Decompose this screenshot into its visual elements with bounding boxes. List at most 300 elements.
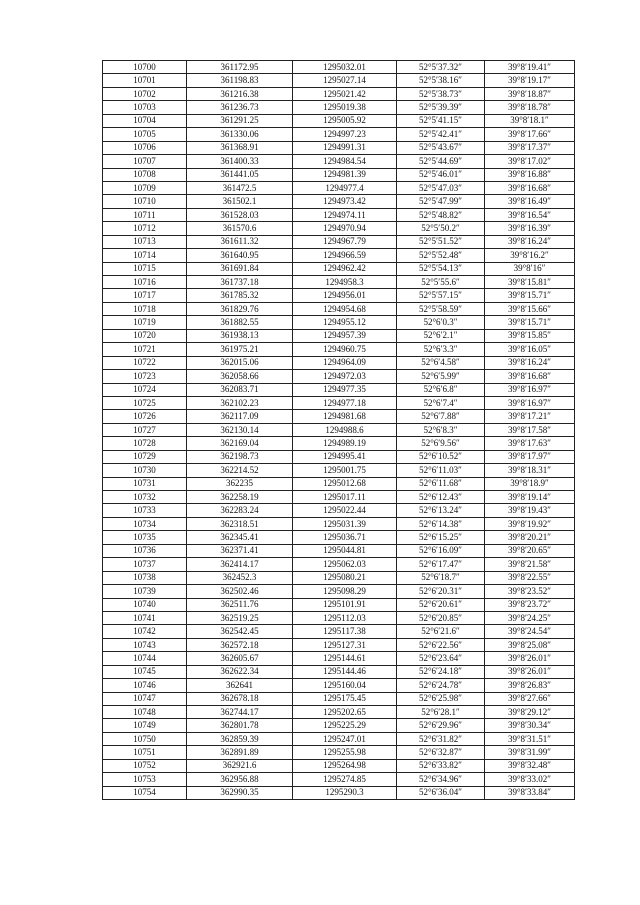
y-coordinate-cell: 1295117.38	[293, 625, 397, 638]
latitude-cell: 52°6′20.31″	[397, 585, 485, 598]
x-coordinate-cell: 362015.06	[187, 356, 293, 369]
table-row	[103, 504, 575, 517]
latitude-cell: 52°6′9.56″	[397, 437, 485, 450]
y-coordinate-cell: 1294962.42	[293, 262, 397, 275]
point-id-cell: 10742	[103, 625, 187, 638]
table-row	[103, 87, 575, 100]
latitude-cell: 52°6′3.3″	[397, 343, 485, 356]
longitude-cell: 39°8′21.58″	[485, 558, 575, 571]
table-row	[103, 74, 575, 87]
table-row	[103, 235, 575, 248]
latitude-cell: 52°5′39.39″	[397, 101, 485, 114]
y-coordinate-cell: 1295202.65	[293, 706, 397, 719]
longitude-cell: 39°8′33.02″	[485, 773, 575, 786]
point-id-cell: 10717	[103, 289, 187, 302]
table-row	[103, 611, 575, 624]
longitude-cell: 39°8′26.01″	[485, 665, 575, 678]
x-coordinate-cell: 362117.09	[187, 410, 293, 423]
y-coordinate-cell: 1295021.42	[293, 87, 397, 100]
y-coordinate-cell: 1294955.12	[293, 316, 397, 329]
table-row	[103, 370, 575, 383]
table-row	[103, 450, 575, 463]
latitude-cell: 52°6′6.8″	[397, 383, 485, 396]
table-row	[103, 155, 575, 168]
longitude-cell: 39°8′16.24″	[485, 356, 575, 369]
table-row	[103, 679, 575, 692]
point-id-cell: 10737	[103, 558, 187, 571]
x-coordinate-cell: 362891.89	[187, 746, 293, 759]
latitude-cell: 52°5′43.67″	[397, 141, 485, 154]
longitude-cell: 39°8′17.97″	[485, 450, 575, 463]
x-coordinate-cell: 361829.76	[187, 302, 293, 315]
table-row	[103, 759, 575, 772]
point-id-cell: 10723	[103, 370, 187, 383]
x-coordinate-cell: 362283.24	[187, 504, 293, 517]
longitude-cell: 39°8′22.55″	[485, 571, 575, 584]
y-coordinate-cell: 1295290.3	[293, 786, 397, 799]
latitude-cell: 52°5′46.01″	[397, 168, 485, 181]
x-coordinate-cell: 361528.03	[187, 208, 293, 221]
y-coordinate-cell: 1295017.11	[293, 491, 397, 504]
latitude-cell: 52°6′28.1″	[397, 706, 485, 719]
point-id-cell: 10736	[103, 544, 187, 557]
x-coordinate-cell: 362345.41	[187, 531, 293, 544]
table-row	[103, 437, 575, 450]
x-coordinate-cell: 361172.95	[187, 61, 293, 74]
longitude-cell: 39°8′19.92″	[485, 517, 575, 530]
point-id-cell: 10702	[103, 87, 187, 100]
table-row	[103, 558, 575, 571]
point-id-cell: 10740	[103, 598, 187, 611]
latitude-cell: 52°5′38.73″	[397, 87, 485, 100]
longitude-cell: 39°8′26.83″	[485, 679, 575, 692]
point-id-cell: 10727	[103, 423, 187, 436]
latitude-cell: 52°6′36.04″	[397, 786, 485, 799]
table-row	[103, 302, 575, 315]
y-coordinate-cell: 1295264.98	[293, 759, 397, 772]
point-id-cell: 10720	[103, 329, 187, 342]
x-coordinate-cell: 362198.73	[187, 450, 293, 463]
table-row	[103, 719, 575, 732]
table-row	[103, 732, 575, 745]
latitude-cell: 52°6′14.38″	[397, 517, 485, 530]
longitude-cell: 39°8′16.2″	[485, 249, 575, 262]
point-id-cell: 10709	[103, 181, 187, 194]
y-coordinate-cell: 1294964.09	[293, 356, 397, 369]
y-coordinate-cell: 1295225.29	[293, 719, 397, 732]
point-id-cell: 10718	[103, 302, 187, 315]
latitude-cell: 52°6′31.82″	[397, 732, 485, 745]
table-row	[103, 356, 575, 369]
x-coordinate-cell: 361368.91	[187, 141, 293, 154]
point-id-cell: 10721	[103, 343, 187, 356]
table-row	[103, 598, 575, 611]
y-coordinate-cell: 1295027.14	[293, 74, 397, 87]
x-coordinate-cell: 362542.45	[187, 625, 293, 638]
latitude-cell: 52°5′54.13″	[397, 262, 485, 275]
longitude-cell: 39°8′16.97″	[485, 383, 575, 396]
latitude-cell: 52°6′7.4″	[397, 396, 485, 409]
point-id-cell: 10738	[103, 571, 187, 584]
table-row	[103, 746, 575, 759]
y-coordinate-cell: 1294977.4	[293, 181, 397, 194]
longitude-cell: 39°8′18.87″	[485, 87, 575, 100]
longitude-cell: 39°8′20.65″	[485, 544, 575, 557]
longitude-cell: 39°8′16.05″	[485, 343, 575, 356]
y-coordinate-cell: 1294984.54	[293, 155, 397, 168]
latitude-cell: 52°5′42.41″	[397, 128, 485, 141]
latitude-cell: 52°6′32.87″	[397, 746, 485, 759]
x-coordinate-cell: 362414.17	[187, 558, 293, 571]
latitude-cell: 52°6′29.96″	[397, 719, 485, 732]
x-coordinate-cell: 362519.25	[187, 611, 293, 624]
latitude-cell: 52°6′13.24″	[397, 504, 485, 517]
x-coordinate-cell: 361737.18	[187, 276, 293, 289]
point-id-cell: 10728	[103, 437, 187, 450]
table-row	[103, 410, 575, 423]
table-row	[103, 396, 575, 409]
point-id-cell: 10704	[103, 114, 187, 127]
longitude-cell: 39°8′16.88″	[485, 168, 575, 181]
y-coordinate-cell: 1295036.71	[293, 531, 397, 544]
table-row	[103, 571, 575, 584]
longitude-cell: 39°8′16.49″	[485, 195, 575, 208]
point-id-cell: 10725	[103, 396, 187, 409]
point-id-cell: 10710	[103, 195, 187, 208]
point-id-cell: 10731	[103, 477, 187, 490]
y-coordinate-cell: 1295005.92	[293, 114, 397, 127]
latitude-cell: 52°6′10.52″	[397, 450, 485, 463]
latitude-cell: 52°6′12.43″	[397, 491, 485, 504]
x-coordinate-cell: 362801.78	[187, 719, 293, 732]
x-coordinate-cell: 362678.18	[187, 692, 293, 705]
x-coordinate-cell: 362258.19	[187, 491, 293, 504]
table-row	[103, 61, 575, 74]
y-coordinate-cell: 1294958.3	[293, 276, 397, 289]
y-coordinate-cell: 1294960.75	[293, 343, 397, 356]
latitude-cell: 52°6′18.7″	[397, 571, 485, 584]
longitude-cell: 39°8′31.51″	[485, 732, 575, 745]
longitude-cell: 39°8′23.72″	[485, 598, 575, 611]
table-row	[103, 249, 575, 262]
y-coordinate-cell: 1294981.39	[293, 168, 397, 181]
longitude-cell: 39°8′19.43″	[485, 504, 575, 517]
latitude-cell: 52°6′33.82″	[397, 759, 485, 772]
y-coordinate-cell: 1294970.94	[293, 222, 397, 235]
latitude-cell: 52°6′11.68″	[397, 477, 485, 490]
table-row	[103, 114, 575, 127]
table-row	[103, 464, 575, 477]
longitude-cell: 39°8′17.21″	[485, 410, 575, 423]
y-coordinate-cell: 1295019.38	[293, 101, 397, 114]
longitude-cell: 39°8′16.54″	[485, 208, 575, 221]
x-coordinate-cell: 362572.18	[187, 638, 293, 651]
longitude-cell: 39°8′32.48″	[485, 759, 575, 772]
point-id-cell: 10754	[103, 786, 187, 799]
x-coordinate-cell: 362169.04	[187, 437, 293, 450]
latitude-cell: 52°5′37.32″	[397, 61, 485, 74]
latitude-cell: 52°6′0.3″	[397, 316, 485, 329]
x-coordinate-cell: 361400.33	[187, 155, 293, 168]
y-coordinate-cell: 1294972.03	[293, 370, 397, 383]
table-row	[103, 383, 575, 396]
table-row	[103, 531, 575, 544]
latitude-cell: 52°5′48.82″	[397, 208, 485, 221]
x-coordinate-cell: 362859.39	[187, 732, 293, 745]
x-coordinate-cell: 361236.73	[187, 101, 293, 114]
x-coordinate-cell: 362318.51	[187, 517, 293, 530]
table-row	[103, 329, 575, 342]
longitude-cell: 39°8′15.85″	[485, 329, 575, 342]
point-id-cell: 10701	[103, 74, 187, 87]
y-coordinate-cell: 1294981.68	[293, 410, 397, 423]
x-coordinate-cell: 362511.76	[187, 598, 293, 611]
y-coordinate-cell: 1294956.01	[293, 289, 397, 302]
longitude-cell: 39°8′17.63″	[485, 437, 575, 450]
table-row	[103, 168, 575, 181]
table-row	[103, 423, 575, 436]
longitude-cell: 39°8′16.39″	[485, 222, 575, 235]
table-row	[103, 101, 575, 114]
point-id-cell: 10700	[103, 61, 187, 74]
point-id-cell: 10730	[103, 464, 187, 477]
y-coordinate-cell: 1295012.68	[293, 477, 397, 490]
point-id-cell: 10749	[103, 719, 187, 732]
x-coordinate-cell: 362622.34	[187, 665, 293, 678]
latitude-cell: 52°6′20.85″	[397, 611, 485, 624]
x-coordinate-cell: 362605.67	[187, 652, 293, 665]
longitude-cell: 39°8′16.68″	[485, 370, 575, 383]
point-id-cell: 10745	[103, 665, 187, 678]
table-row	[103, 706, 575, 719]
table-row	[103, 491, 575, 504]
x-coordinate-cell: 361216.38	[187, 87, 293, 100]
x-coordinate-cell: 362956.88	[187, 773, 293, 786]
latitude-cell: 52°5′52.48″	[397, 249, 485, 262]
y-coordinate-cell: 1295175.45	[293, 692, 397, 705]
longitude-cell: 39°8′15.71″	[485, 316, 575, 329]
latitude-cell: 52°5′38.16″	[397, 74, 485, 87]
x-coordinate-cell: 361691.84	[187, 262, 293, 275]
longitude-cell: 39°8′18.9″	[485, 477, 575, 490]
latitude-cell: 52°5′47.03″	[397, 181, 485, 194]
y-coordinate-cell: 1295062.03	[293, 558, 397, 571]
longitude-cell: 39°8′17.58″	[485, 423, 575, 436]
latitude-cell: 52°5′41.15″	[397, 114, 485, 127]
table-row	[103, 786, 575, 799]
coordinates-table-body	[103, 61, 575, 800]
point-id-cell: 10753	[103, 773, 187, 786]
table-row	[103, 128, 575, 141]
x-coordinate-cell: 361330.06	[187, 128, 293, 141]
table-row	[103, 195, 575, 208]
table-row	[103, 773, 575, 786]
longitude-cell: 39°8′18.1″	[485, 114, 575, 127]
y-coordinate-cell: 1295022.44	[293, 504, 397, 517]
y-coordinate-cell: 1294989.19	[293, 437, 397, 450]
y-coordinate-cell: 1295144.61	[293, 652, 397, 665]
table-row	[103, 477, 575, 490]
x-coordinate-cell: 361938.13	[187, 329, 293, 342]
point-id-cell: 10748	[103, 706, 187, 719]
y-coordinate-cell: 1294997.23	[293, 128, 397, 141]
table-row	[103, 625, 575, 638]
y-coordinate-cell: 1295247.01	[293, 732, 397, 745]
point-id-cell: 10715	[103, 262, 187, 275]
x-coordinate-cell: 361975.21	[187, 343, 293, 356]
y-coordinate-cell: 1294988.6	[293, 423, 397, 436]
x-coordinate-cell: 361502.1	[187, 195, 293, 208]
y-coordinate-cell: 1294974.11	[293, 208, 397, 221]
point-id-cell: 10741	[103, 611, 187, 624]
longitude-cell: 39°8′33.84″	[485, 786, 575, 799]
y-coordinate-cell: 1295255.98	[293, 746, 397, 759]
x-coordinate-cell: 362744.17	[187, 706, 293, 719]
table-row	[103, 665, 575, 678]
latitude-cell: 52°6′23.64″	[397, 652, 485, 665]
table-row	[103, 652, 575, 665]
point-id-cell: 10735	[103, 531, 187, 544]
point-id-cell: 10726	[103, 410, 187, 423]
x-coordinate-cell: 361611.32	[187, 235, 293, 248]
table-row	[103, 276, 575, 289]
point-id-cell: 10713	[103, 235, 187, 248]
x-coordinate-cell: 362083.71	[187, 383, 293, 396]
x-coordinate-cell: 361198.83	[187, 74, 293, 87]
y-coordinate-cell: 1295144.46	[293, 665, 397, 678]
point-id-cell: 10707	[103, 155, 187, 168]
table-row	[103, 222, 575, 235]
point-id-cell: 10722	[103, 356, 187, 369]
point-id-cell: 10752	[103, 759, 187, 772]
point-id-cell: 10711	[103, 208, 187, 221]
longitude-cell: 39°8′26.01″	[485, 652, 575, 665]
table-row	[103, 343, 575, 356]
latitude-cell: 52°6′24.18″	[397, 665, 485, 678]
latitude-cell: 52°5′44.69″	[397, 155, 485, 168]
table-row	[103, 517, 575, 530]
longitude-cell: 39°8′29.12″	[485, 706, 575, 719]
y-coordinate-cell: 1295031.39	[293, 517, 397, 530]
point-id-cell: 10724	[103, 383, 187, 396]
longitude-cell: 39°8′20.21″	[485, 531, 575, 544]
longitude-cell: 39°8′19.41″	[485, 61, 575, 74]
longitude-cell: 39°8′16.97″	[485, 396, 575, 409]
longitude-cell: 39°8′15.71″	[485, 289, 575, 302]
latitude-cell: 52°5′51.52″	[397, 235, 485, 248]
y-coordinate-cell: 1294954.68	[293, 302, 397, 315]
table-row	[103, 208, 575, 221]
y-coordinate-cell: 1295098.29	[293, 585, 397, 598]
x-coordinate-cell: 362130.14	[187, 423, 293, 436]
longitude-cell: 39°8′27.66″	[485, 692, 575, 705]
latitude-cell: 52°6′8.3″	[397, 423, 485, 436]
point-id-cell: 10719	[103, 316, 187, 329]
x-coordinate-cell: 361472.5	[187, 181, 293, 194]
longitude-cell: 39°8′15.81″	[485, 276, 575, 289]
longitude-cell: 39°8′24.54″	[485, 625, 575, 638]
y-coordinate-cell: 1295127.31	[293, 638, 397, 651]
x-coordinate-cell: 361441.05	[187, 168, 293, 181]
latitude-cell: 52°6′34.96″	[397, 773, 485, 786]
x-coordinate-cell: 361291.25	[187, 114, 293, 127]
longitude-cell: 39°8′16.68″	[485, 181, 575, 194]
point-id-cell: 10706	[103, 141, 187, 154]
latitude-cell: 52°6′2.1″	[397, 329, 485, 342]
table-row	[103, 289, 575, 302]
x-coordinate-cell: 362371.41	[187, 544, 293, 557]
point-id-cell: 10743	[103, 638, 187, 651]
point-id-cell: 10732	[103, 491, 187, 504]
y-coordinate-cell: 1295044.81	[293, 544, 397, 557]
y-coordinate-cell: 1294973.42	[293, 195, 397, 208]
latitude-cell: 52°6′4.58″	[397, 356, 485, 369]
point-id-cell: 10733	[103, 504, 187, 517]
latitude-cell: 52°6′7.88″	[397, 410, 485, 423]
y-coordinate-cell: 1295112.03	[293, 611, 397, 624]
longitude-cell: 39°8′30.34″	[485, 719, 575, 732]
point-id-cell: 10739	[103, 585, 187, 598]
x-coordinate-cell: 361882.55	[187, 316, 293, 329]
point-id-cell: 10708	[103, 168, 187, 181]
y-coordinate-cell: 1295080.21	[293, 571, 397, 584]
latitude-cell: 52°5′47.99″	[397, 195, 485, 208]
x-coordinate-cell: 362502.46	[187, 585, 293, 598]
longitude-cell: 39°8′17.02″	[485, 155, 575, 168]
x-coordinate-cell: 361640.95	[187, 249, 293, 262]
y-coordinate-cell: 1295001.75	[293, 464, 397, 477]
point-id-cell: 10734	[103, 517, 187, 530]
point-id-cell: 10751	[103, 746, 187, 759]
latitude-cell: 52°5′58.59″	[397, 302, 485, 315]
latitude-cell: 52°6′11.03″	[397, 464, 485, 477]
point-id-cell: 10744	[103, 652, 187, 665]
point-id-cell: 10747	[103, 692, 187, 705]
point-id-cell: 10712	[103, 222, 187, 235]
longitude-cell: 39°8′16″	[485, 262, 575, 275]
longitude-cell: 39°8′19.17″	[485, 74, 575, 87]
point-id-cell: 10716	[103, 276, 187, 289]
point-id-cell: 10705	[103, 128, 187, 141]
x-coordinate-cell: 362214.52	[187, 464, 293, 477]
longitude-cell: 39°8′31.99″	[485, 746, 575, 759]
point-id-cell: 10750	[103, 732, 187, 745]
latitude-cell: 52°6′20.61″	[397, 598, 485, 611]
longitude-cell: 39°8′25.08″	[485, 638, 575, 651]
y-coordinate-cell: 1294977.18	[293, 396, 397, 409]
latitude-cell: 52°6′15.25″	[397, 531, 485, 544]
y-coordinate-cell: 1294995.41	[293, 450, 397, 463]
x-coordinate-cell: 361570.6	[187, 222, 293, 235]
x-coordinate-cell: 362921.6	[187, 759, 293, 772]
x-coordinate-cell: 362102.23	[187, 396, 293, 409]
table-row	[103, 638, 575, 651]
latitude-cell: 52°5′50.2″	[397, 222, 485, 235]
longitude-cell: 39°8′15.66″	[485, 302, 575, 315]
longitude-cell: 39°8′18.78″	[485, 101, 575, 114]
latitude-cell: 52°6′24.78″	[397, 679, 485, 692]
latitude-cell: 52°6′21.6″	[397, 625, 485, 638]
longitude-cell: 39°8′16.24″	[485, 235, 575, 248]
table-row	[103, 262, 575, 275]
x-coordinate-cell: 362452.3	[187, 571, 293, 584]
latitude-cell: 52°6′25.98″	[397, 692, 485, 705]
y-coordinate-cell: 1295160.04	[293, 679, 397, 692]
longitude-cell: 39°8′17.66″	[485, 128, 575, 141]
y-coordinate-cell: 1294957.39	[293, 329, 397, 342]
point-id-cell: 10714	[103, 249, 187, 262]
y-coordinate-cell: 1294967.79	[293, 235, 397, 248]
